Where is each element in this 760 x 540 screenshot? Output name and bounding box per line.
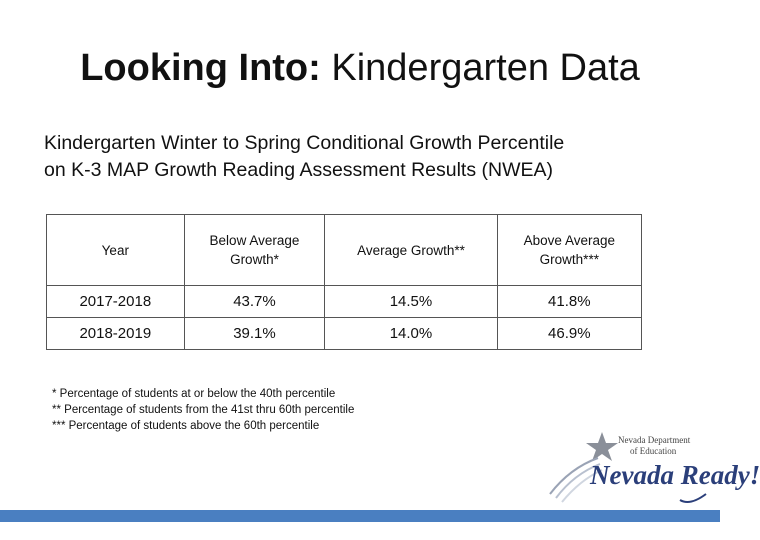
subtitle-line-1: Kindergarten Winter to Spring Conditional Growth Percentile — [44, 132, 565, 154]
cell-year: 2018-2019 — [47, 318, 185, 350]
footnote: * Percentage of students at or below the 40th percentile — [52, 388, 336, 400]
nevada-ready-logo — [540, 428, 760, 510]
subtitle-line-2: on K-3 MAP Growth Reading Assessment Results (NWEA) — [44, 159, 553, 181]
cell-above-average: 41.8% — [497, 286, 641, 318]
table-header-row — [47, 215, 642, 286]
footnote: *** Percentage of students above the 60th percentile — [52, 420, 320, 432]
cell-below-average: 39.1% — [184, 318, 325, 350]
brand-text: Nevada Ready! — [590, 460, 760, 490]
cell-average: 14.5% — [325, 286, 497, 318]
footnotes — [52, 386, 354, 434]
subtitle — [44, 130, 694, 184]
cell-above-average: 46.9% — [497, 318, 641, 350]
department-name — [618, 435, 690, 457]
header-average: Average Growth** — [325, 215, 497, 286]
growth-table — [46, 214, 642, 350]
page-title — [0, 44, 720, 92]
department-line-2: of Education — [630, 446, 677, 456]
table-row — [47, 286, 642, 318]
header-below-average: Below Average Growth* — [184, 215, 325, 286]
header-year: Year — [47, 215, 185, 286]
cell-below-average: 43.7% — [184, 286, 325, 318]
table-row — [47, 318, 642, 350]
footnote: ** Percentage of students from the 41st thru 60th percentile — [52, 404, 355, 416]
department-line-1: Nevada Department — [618, 435, 691, 445]
cell-year: 2017-2018 — [47, 286, 185, 318]
title-bold: Looking Into: — [80, 47, 321, 89]
bottom-accent-bar — [0, 510, 720, 522]
title-rest: Kindergarten Data — [331, 47, 640, 89]
header-above-average: Above Average Growth*** — [497, 215, 641, 286]
cell-average: 14.0% — [325, 318, 497, 350]
